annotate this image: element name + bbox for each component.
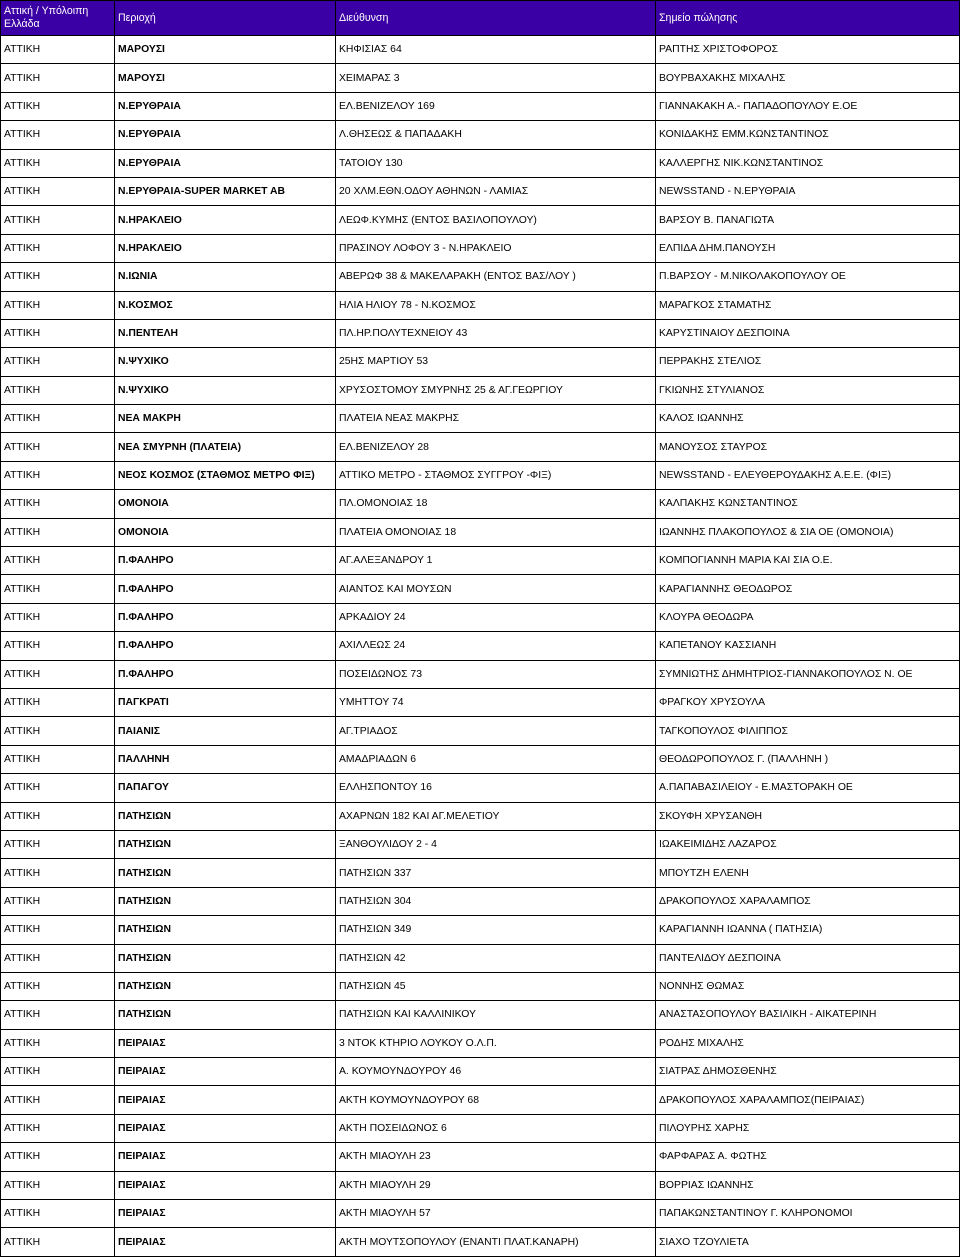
cell-region-group: ΑΤΤΙΚΗ — [1, 36, 115, 64]
cell-address: ΑΙΑΝΤΟΣ ΚΑΙ ΜΟΥΣΩΝ — [336, 575, 656, 603]
table-row — [1, 745, 960, 773]
cell-area: ΟΜΟΝΟΙΑ — [115, 490, 336, 518]
cell-point-of-sale: ΣΙΑΤΡΑΣ ΔΗΜΟΣΘΕΝΗΣ — [656, 1058, 960, 1086]
cell-area: Ν.ΚΟΣΜΟΣ — [115, 291, 336, 319]
cell-point-of-sale: Α.ΠΑΠΑΒΑΣΙΛΕΙΟΥ - Ε.ΜΑΣΤΟΡΑΚΗ ΟΕ — [656, 774, 960, 802]
cell-area: ΠΑΛΛΗΝΗ — [115, 745, 336, 773]
cell-area: ΠΑΤΗΣΙΩΝ — [115, 830, 336, 858]
cell-address: ΠΑΤΗΣΙΩΝ 337 — [336, 859, 656, 887]
table-row — [1, 92, 960, 120]
cell-region-group: ΑΤΤΙΚΗ — [1, 1171, 115, 1199]
cell-address: ΑΓ.ΑΛΕΞΑΝΔΡΟΥ 1 — [336, 547, 656, 575]
cell-area: Ν.ΕΡΥΘΡΑΙΑ — [115, 92, 336, 120]
cell-region-group: ΑΤΤΙΚΗ — [1, 149, 115, 177]
cell-point-of-sale: ΚΑΡΑΓΙΑΝΝΗ ΙΩΑΝΝΑ ( ΠΑΤΗΣΙΑ) — [656, 916, 960, 944]
cell-area: Π.ΦΑΛΗΡΟ — [115, 603, 336, 631]
cell-point-of-sale: ΡΑΠΤΗΣ ΧΡΙΣΤΟΦΟΡΟΣ — [656, 36, 960, 64]
cell-region-group: ΑΤΤΙΚΗ — [1, 405, 115, 433]
table-row — [1, 1029, 960, 1057]
cell-area: ΠΕΙΡΑΙΑΣ — [115, 1200, 336, 1228]
cell-region-group: ΑΤΤΙΚΗ — [1, 972, 115, 1000]
table-row — [1, 433, 960, 461]
cell-address: Α. ΚΟΥΜΟΥΝΔΟΥΡΟΥ 46 — [336, 1058, 656, 1086]
header-address: Διεύθυνση — [336, 1, 656, 36]
table-row — [1, 802, 960, 830]
cell-address: ΑΚΤΗ ΜΙΑΟΥΛΗ 57 — [336, 1200, 656, 1228]
cell-region-group: ΑΤΤΙΚΗ — [1, 461, 115, 489]
cell-region-group: ΑΤΤΙΚΗ — [1, 603, 115, 631]
cell-address: 25ΗΣ ΜΑΡΤΙΟΥ 53 — [336, 348, 656, 376]
cell-point-of-sale: ΣΚΟΥΦΗ ΧΡΥΣΑΝΘΗ — [656, 802, 960, 830]
cell-address: ΛΕΩΦ.ΚΥΜΗΣ (ΕΝΤΟΣ ΒΑΣΙΛΟΠΟΥΛΟΥ) — [336, 206, 656, 234]
cell-area: Ν.ΗΡΑΚΛΕΙΟ — [115, 206, 336, 234]
cell-address: ΞΑΝΘΟΥΛΙΔΟΥ 2 - 4 — [336, 830, 656, 858]
cell-area: Ν.ΕΡΥΘΡΑΙΑ — [115, 149, 336, 177]
cell-point-of-sale: ΚΑΛΛΕΡΓΗΣ ΝΙΚ.ΚΩΝΣΤΑΝΤΙΝΟΣ — [656, 149, 960, 177]
cell-region-group: ΑΤΤΙΚΗ — [1, 206, 115, 234]
table-row — [1, 1228, 960, 1256]
cell-point-of-sale: ΜΑΡΑΓΚΟΣ ΣΤΑΜΑΤΗΣ — [656, 291, 960, 319]
cell-point-of-sale: ΜΑΝΟΥΣΟΣ ΣΤΑΥΡΟΣ — [656, 433, 960, 461]
cell-region-group: ΑΤΤΙΚΗ — [1, 1058, 115, 1086]
cell-region-group: ΑΤΤΙΚΗ — [1, 774, 115, 802]
cell-region-group: ΑΤΤΙΚΗ — [1, 1029, 115, 1057]
cell-point-of-sale: ΦΑΡΦΑΡΑΣ Α. ΦΩΤΗΣ — [656, 1143, 960, 1171]
cell-point-of-sale: NEWSSTAND - ΕΛΕΥΘΕΡΟΥΔΑΚΗΣ Α.Ε.Ε. (ΦΙΞ) — [656, 461, 960, 489]
table-row — [1, 64, 960, 92]
cell-region-group: ΑΤΤΙΚΗ — [1, 177, 115, 205]
table-row — [1, 263, 960, 291]
cell-region-group: ΑΤΤΙΚΗ — [1, 1228, 115, 1256]
cell-area: Π.ΦΑΛΗΡΟ — [115, 660, 336, 688]
cell-region-group: ΑΤΤΙΚΗ — [1, 717, 115, 745]
cell-address: ΠΑΤΗΣΙΩΝ 42 — [336, 944, 656, 972]
header-region-group: Αττική / Υπόλοιπη Ελλάδα — [1, 1, 115, 36]
table-row — [1, 177, 960, 205]
table-row — [1, 149, 960, 177]
cell-point-of-sale: ΦΡΑΓΚΟΥ ΧΡΥΣΟΥΛΑ — [656, 688, 960, 716]
cell-region-group: ΑΤΤΙΚΗ — [1, 887, 115, 915]
cell-point-of-sale: ΚΑΛΠΑΚΗΣ ΚΩΝΣΤΑΝΤΙΝΟΣ — [656, 490, 960, 518]
table-row — [1, 348, 960, 376]
cell-point-of-sale: ΘΕΟΔΩΡΟΠΟΥΛΟΣ Γ. (ΠΑΛΛΗΝΗ ) — [656, 745, 960, 773]
cell-point-of-sale: ΕΛΠΙΔΑ ΔΗΜ.ΠΑΝΟΥΣΗ — [656, 234, 960, 262]
cell-address: ΤΑΤΟΙΟΥ 130 — [336, 149, 656, 177]
cell-area: ΝΕΑ ΜΑΚΡΗ — [115, 405, 336, 433]
table-row — [1, 547, 960, 575]
table-row — [1, 887, 960, 915]
cell-address: ΑΓ.ΤΡΙΑΔΟΣ — [336, 717, 656, 745]
cell-region-group: ΑΤΤΙΚΗ — [1, 1200, 115, 1228]
cell-area: Π.ΦΑΛΗΡΟ — [115, 632, 336, 660]
table-row — [1, 660, 960, 688]
cell-area: ΠΕΙΡΑΙΑΣ — [115, 1143, 336, 1171]
cell-region-group: ΑΤΤΙΚΗ — [1, 802, 115, 830]
cell-point-of-sale: ΣΥΜΝΙΩΤΗΣ ΔΗΜΗΤΡΙΟΣ-ΓΙΑΝΝΑΚΟΠΟΥΛΟΣ Ν. ΟΕ — [656, 660, 960, 688]
cell-point-of-sale: ΓΙΑΝΝΑΚΑΚΗ Α.- ΠΑΠΑΔΟΠΟΥΛΟΥ Ε.ΟΕ — [656, 92, 960, 120]
cell-point-of-sale: ΡΟΔΗΣ ΜΙΧΑΛΗΣ — [656, 1029, 960, 1057]
cell-point-of-sale: ΠΕΡΡΑΚΗΣ ΣΤΕΛΙΟΣ — [656, 348, 960, 376]
cell-address: 20 ΧΛΜ.ΕΘΝ.ΟΔΟΥ ΑΘΗΝΩΝ - ΛΑΜΙΑΣ — [336, 177, 656, 205]
header-area: Περιοχή — [115, 1, 336, 36]
table-row — [1, 319, 960, 347]
cell-area: ΠΑΤΗΣΙΩΝ — [115, 1001, 336, 1029]
cell-region-group: ΑΤΤΙΚΗ — [1, 376, 115, 404]
cell-point-of-sale: ΚΟΝΙΔΑΚΗΣ ΕΜΜ.ΚΩΝΣΤΑΝΤΙΝΟΣ — [656, 121, 960, 149]
cell-region-group: ΑΤΤΙΚΗ — [1, 830, 115, 858]
cell-address: ΧΡΥΣΟΣΤΟΜΟΥ ΣΜΥΡΝΗΣ 25 & ΑΓ.ΓΕΩΡΓΙΟΥ — [336, 376, 656, 404]
table-row — [1, 972, 960, 1000]
cell-address: ΑΚΤΗ ΜΟΥΤΣΟΠΟΥΛΟΥ (ΕΝΑΝΤΙ ΠΛΑΤ.ΚΑΝΑΡΗ) — [336, 1228, 656, 1256]
cell-point-of-sale: ΜΠΟΥΤΖΗ ΕΛΕΝΗ — [656, 859, 960, 887]
table-row — [1, 717, 960, 745]
cell-address: ΠΛ.ΗΡ.ΠΟΛΥΤΕΧΝΕΙΟΥ 43 — [336, 319, 656, 347]
cell-area: ΠΕΙΡΑΙΑΣ — [115, 1029, 336, 1057]
cell-region-group: ΑΤΤΙΚΗ — [1, 547, 115, 575]
table-row — [1, 944, 960, 972]
table-row — [1, 376, 960, 404]
cell-region-group: ΑΤΤΙΚΗ — [1, 263, 115, 291]
cell-area: ΠΕΙΡΑΙΑΣ — [115, 1114, 336, 1142]
cell-area: ΠΑΠΑΓΟΥ — [115, 774, 336, 802]
cell-region-group: ΑΤΤΙΚΗ — [1, 575, 115, 603]
cell-area: Π.ΦΑΛΗΡΟ — [115, 575, 336, 603]
cell-point-of-sale: ΙΩΑΝΝΗΣ ΠΛΑΚΟΠΟΥΛΟΣ & ΣΙΑ ΟΕ (ΟΜΟΝΟΙΑ) — [656, 518, 960, 546]
cell-area: Ν.ΕΡΥΘΡΑΙΑ — [115, 121, 336, 149]
cell-region-group: ΑΤΤΙΚΗ — [1, 518, 115, 546]
cell-area: Ν.ΙΩΝΙΑ — [115, 263, 336, 291]
cell-address: ΗΛΙΑ ΗΛΙΟΥ 78 - Ν.ΚΟΣΜΟΣ — [336, 291, 656, 319]
cell-area: ΠΑΤΗΣΙΩΝ — [115, 887, 336, 915]
cell-point-of-sale: ΚΑΠΕΤΑΝΟΥ ΚΑΣΣΙΑΝΗ — [656, 632, 960, 660]
cell-region-group: ΑΤΤΙΚΗ — [1, 1086, 115, 1114]
table-row — [1, 234, 960, 262]
cell-area: ΠΑΤΗΣΙΩΝ — [115, 916, 336, 944]
cell-area: ΜΑΡΟΥΣΙ — [115, 36, 336, 64]
cell-region-group: ΑΤΤΙΚΗ — [1, 348, 115, 376]
cell-point-of-sale: ΒΟΡΡΙΑΣ ΙΩΑΝΝΗΣ — [656, 1171, 960, 1199]
cell-address: ΠΑΤΗΣΙΩΝ 45 — [336, 972, 656, 1000]
cell-area: ΠΑΤΗΣΙΩΝ — [115, 972, 336, 1000]
cell-address: ΑΤΤΙΚΟ ΜΕΤΡΟ - ΣΤΑΘΜΟΣ ΣΥΓΓΡΟΥ -ΦΙΞ) — [336, 461, 656, 489]
table-body — [1, 36, 960, 1257]
cell-address: ΠΛΑΤΕΙΑ ΝΕΑΣ ΜΑΚΡΗΣ — [336, 405, 656, 433]
cell-region-group: ΑΤΤΙΚΗ — [1, 319, 115, 347]
cell-address: ΑΧΙΛΛΕΩΣ 24 — [336, 632, 656, 660]
cell-point-of-sale: ΒΟΥΡΒΑΧΑΚΗΣ ΜΙΧΑΛΗΣ — [656, 64, 960, 92]
cell-point-of-sale: ΠΑΝΤΕΛΙΔΟΥ ΔΕΣΠΟΙΝΑ — [656, 944, 960, 972]
table-row — [1, 518, 960, 546]
cell-point-of-sale: ΓΚΙΩΝΗΣ ΣΤΥΛΙΑΝΟΣ — [656, 376, 960, 404]
table-row — [1, 206, 960, 234]
cell-area: ΠΑΤΗΣΙΩΝ — [115, 944, 336, 972]
cell-region-group: ΑΤΤΙΚΗ — [1, 660, 115, 688]
cell-area: ΠΕΙΡΑΙΑΣ — [115, 1171, 336, 1199]
cell-area: Ν.ΠΕΝΤΕΛΗ — [115, 319, 336, 347]
cell-area: Ν.ΗΡΑΚΛΕΙΟ — [115, 234, 336, 262]
cell-point-of-sale: ΤΑΓΚΟΠΟΥΛΟΣ ΦΙΛΙΠΠΟΣ — [656, 717, 960, 745]
cell-area: ΠΑΙΑΝΙΣ — [115, 717, 336, 745]
cell-region-group: ΑΤΤΙΚΗ — [1, 121, 115, 149]
cell-address: ΑΜΑΔΡΙΑΔΩΝ 6 — [336, 745, 656, 773]
cell-point-of-sale: ΔΡΑΚΟΠΟΥΛΟΣ ΧΑΡΑΛΑΜΠΟΣ — [656, 887, 960, 915]
table-row — [1, 688, 960, 716]
table-row — [1, 632, 960, 660]
table-row — [1, 575, 960, 603]
cell-area: Ν.ΨΥΧΙΚΟ — [115, 348, 336, 376]
cell-address: ΠΟΣΕΙΔΩΝΟΣ 73 — [336, 660, 656, 688]
header-point-of-sale: Σημείο πώλησης — [656, 1, 960, 36]
cell-point-of-sale: ΚΑΡΑΓΙΑΝΝΗΣ ΘΕΟΔΩΡΟΣ — [656, 575, 960, 603]
cell-area: Π.ΦΑΛΗΡΟ — [115, 547, 336, 575]
cell-address: ΥΜΗΤΤΟΥ 74 — [336, 688, 656, 716]
cell-region-group: ΑΤΤΙΚΗ — [1, 1143, 115, 1171]
cell-region-group: ΑΤΤΙΚΗ — [1, 234, 115, 262]
table-row — [1, 1086, 960, 1114]
cell-area: ΠΑΤΗΣΙΩΝ — [115, 802, 336, 830]
cell-address: ΠΑΤΗΣΙΩΝ ΚΑΙ ΚΑΛΛΙΝΙΚΟΥ — [336, 1001, 656, 1029]
table-row — [1, 603, 960, 631]
cell-point-of-sale: ΣΙΑΧΟ ΤΖΟΥΛΙΕΤΑ — [656, 1228, 960, 1256]
table-row — [1, 405, 960, 433]
cell-point-of-sale: ΠΑΠΑΚΩΝΣΤΑΝΤΙΝΟΥ Γ. ΚΛΗΡΟΝΟΜΟΙ — [656, 1200, 960, 1228]
cell-area: Ν.ΨΥΧΙΚΟ — [115, 376, 336, 404]
table-header — [1, 1, 960, 36]
cell-address: ΑΡΚΑΔΙΟΥ 24 — [336, 603, 656, 631]
cell-region-group: ΑΤΤΙΚΗ — [1, 1001, 115, 1029]
cell-area: ΠΕΙΡΑΙΑΣ — [115, 1086, 336, 1114]
cell-point-of-sale: ΚΑΡΥΣΤΙΝΑΙΟΥ ΔΕΣΠΟΙΝΑ — [656, 319, 960, 347]
cell-point-of-sale: ΔΡΑΚΟΠΟΥΛΟΣ ΧΑΡΑΛΑΜΠΟΣ(ΠΕΙΡΑΙΑΣ) — [656, 1086, 960, 1114]
cell-point-of-sale: Π.ΒΑΡΣΟΥ - Μ.ΝΙΚΟΛΑΚΟΠΟΥΛΟΥ ΟΕ — [656, 263, 960, 291]
cell-region-group: ΑΤΤΙΚΗ — [1, 632, 115, 660]
cell-region-group: ΑΤΤΙΚΗ — [1, 433, 115, 461]
cell-address: ΠΡΑΣΙΝΟΥ ΛΟΦΟΥ 3 - Ν.ΗΡΑΚΛΕΙΟ — [336, 234, 656, 262]
cell-area: ΠΕΙΡΑΙΑΣ — [115, 1058, 336, 1086]
cell-point-of-sale: ΚΑΛΟΣ ΙΩΑΝΝΗΣ — [656, 405, 960, 433]
table-row — [1, 774, 960, 802]
cell-address: ΑΒΕΡΩΦ 38 & ΜΑΚΕΛΑΡΑΚΗ (ΕΝΤΟΣ ΒΑΣ/ΛΟΥ ) — [336, 263, 656, 291]
table-row — [1, 1058, 960, 1086]
cell-point-of-sale: ΝΟΝΝΗΣ ΘΩΜΑΣ — [656, 972, 960, 1000]
table-row — [1, 121, 960, 149]
cell-area: ΟΜΟΝΟΙΑ — [115, 518, 336, 546]
cell-region-group: ΑΤΤΙΚΗ — [1, 490, 115, 518]
cell-region-group: ΑΤΤΙΚΗ — [1, 92, 115, 120]
cell-region-group: ΑΤΤΙΚΗ — [1, 944, 115, 972]
cell-address: ΠΑΤΗΣΙΩΝ 304 — [336, 887, 656, 915]
cell-point-of-sale: ΚΟΜΠΟΓΙΑΝΝΗ ΜΑΡΙΑ ΚΑΙ ΣΙΑ Ο.Ε. — [656, 547, 960, 575]
table-row — [1, 490, 960, 518]
cell-area: ΝΕΟΣ ΚΟΣΜΟΣ (ΣΤΑΘΜΟΣ ΜΕΤΡΟ ΦΙΞ) — [115, 461, 336, 489]
cell-address: ΑΚΤΗ ΜΙΑΟΥΛΗ 29 — [336, 1171, 656, 1199]
table-row — [1, 916, 960, 944]
cell-area: ΝΕΑ ΣΜΥΡΝΗ (ΠΛΑΤΕΙΑ) — [115, 433, 336, 461]
table-row — [1, 859, 960, 887]
cell-address: ΠΛ.ΟΜΟΝΟΙΑΣ 18 — [336, 490, 656, 518]
table-row — [1, 1200, 960, 1228]
cell-region-group: ΑΤΤΙΚΗ — [1, 745, 115, 773]
cell-address: ΠΑΤΗΣΙΩΝ 349 — [336, 916, 656, 944]
cell-region-group: ΑΤΤΙΚΗ — [1, 1114, 115, 1142]
cell-area: ΠΑΓΚΡΑΤΙ — [115, 688, 336, 716]
cell-region-group: ΑΤΤΙΚΗ — [1, 916, 115, 944]
cell-area: ΠΕΙΡΑΙΑΣ — [115, 1228, 336, 1256]
table-row — [1, 291, 960, 319]
cell-address: ΑΚΤΗ ΚΟΥΜΟΥΝΔΟΥΡΟΥ 68 — [336, 1086, 656, 1114]
cell-point-of-sale: ΑΝΑΣΤΑΣΟΠΟΥΛΟΥ ΒΑΣΙΛΙΚΗ - ΑΙΚΑΤΕΡΙΝΗ — [656, 1001, 960, 1029]
cell-region-group: ΑΤΤΙΚΗ — [1, 291, 115, 319]
cell-region-group: ΑΤΤΙΚΗ — [1, 64, 115, 92]
cell-address: ΧΕΙΜΑΡΑΣ 3 — [336, 64, 656, 92]
cell-point-of-sale: ΚΛΟΥΡΑ ΘΕΟΔΩΡΑ — [656, 603, 960, 631]
cell-address: ΚΗΦΙΣΙΑΣ 64 — [336, 36, 656, 64]
table-row — [1, 830, 960, 858]
table-row — [1, 461, 960, 489]
table-row — [1, 1171, 960, 1199]
header-row — [1, 1, 960, 36]
cell-address: ΑΚΤΗ ΜΙΑΟΥΛΗ 23 — [336, 1143, 656, 1171]
cell-address: ΠΛΑΤΕΙΑ ΟΜΟΝΟΙΑΣ 18 — [336, 518, 656, 546]
cell-address: ΑΚΤΗ ΠΟΣΕΙΔΩΝΟΣ 6 — [336, 1114, 656, 1142]
cell-region-group: ΑΤΤΙΚΗ — [1, 688, 115, 716]
cell-point-of-sale: ΒΑΡΣΟΥ Β. ΠΑΝΑΓΙΩΤΑ — [656, 206, 960, 234]
cell-point-of-sale: ΙΩΑΚΕΙΜΙΔΗΣ ΛΑΖΑΡΟΣ — [656, 830, 960, 858]
cell-region-group: ΑΤΤΙΚΗ — [1, 859, 115, 887]
table-row — [1, 36, 960, 64]
cell-address: ΕΛ.ΒΕΝΙΖΕΛΟΥ 169 — [336, 92, 656, 120]
cell-address: ΕΛΛΗΣΠΟΝΤΟΥ 16 — [336, 774, 656, 802]
table-row — [1, 1114, 960, 1142]
cell-point-of-sale: NEWSSTAND - Ν.ΕΡΥΘΡΑΙΑ — [656, 177, 960, 205]
cell-address: 3 ΝΤΟΚ ΚΤΗΡΙΟ ΛΟΥΚΟΥ Ο.Λ.Π. — [336, 1029, 656, 1057]
table-row — [1, 1143, 960, 1171]
table-row — [1, 1001, 960, 1029]
cell-address: Λ.ΘΗΣΕΩΣ & ΠΑΠΑΔΑΚΗ — [336, 121, 656, 149]
cell-area: Ν.ΕΡΥΘΡΑΙΑ-SUPER MARKET AB — [115, 177, 336, 205]
cell-address: ΕΛ.ΒΕΝΙΖΕΛΟΥ 28 — [336, 433, 656, 461]
cell-area: ΠΑΤΗΣΙΩΝ — [115, 859, 336, 887]
cell-address: ΑΧΑΡΝΩΝ 182 ΚΑΙ ΑΓ.ΜΕΛΕΤΙΟΥ — [336, 802, 656, 830]
cell-point-of-sale: ΠΙΛΟΥΡΗΣ ΧΑΡΗΣ — [656, 1114, 960, 1142]
cell-area: ΜΑΡΟΥΣΙ — [115, 64, 336, 92]
